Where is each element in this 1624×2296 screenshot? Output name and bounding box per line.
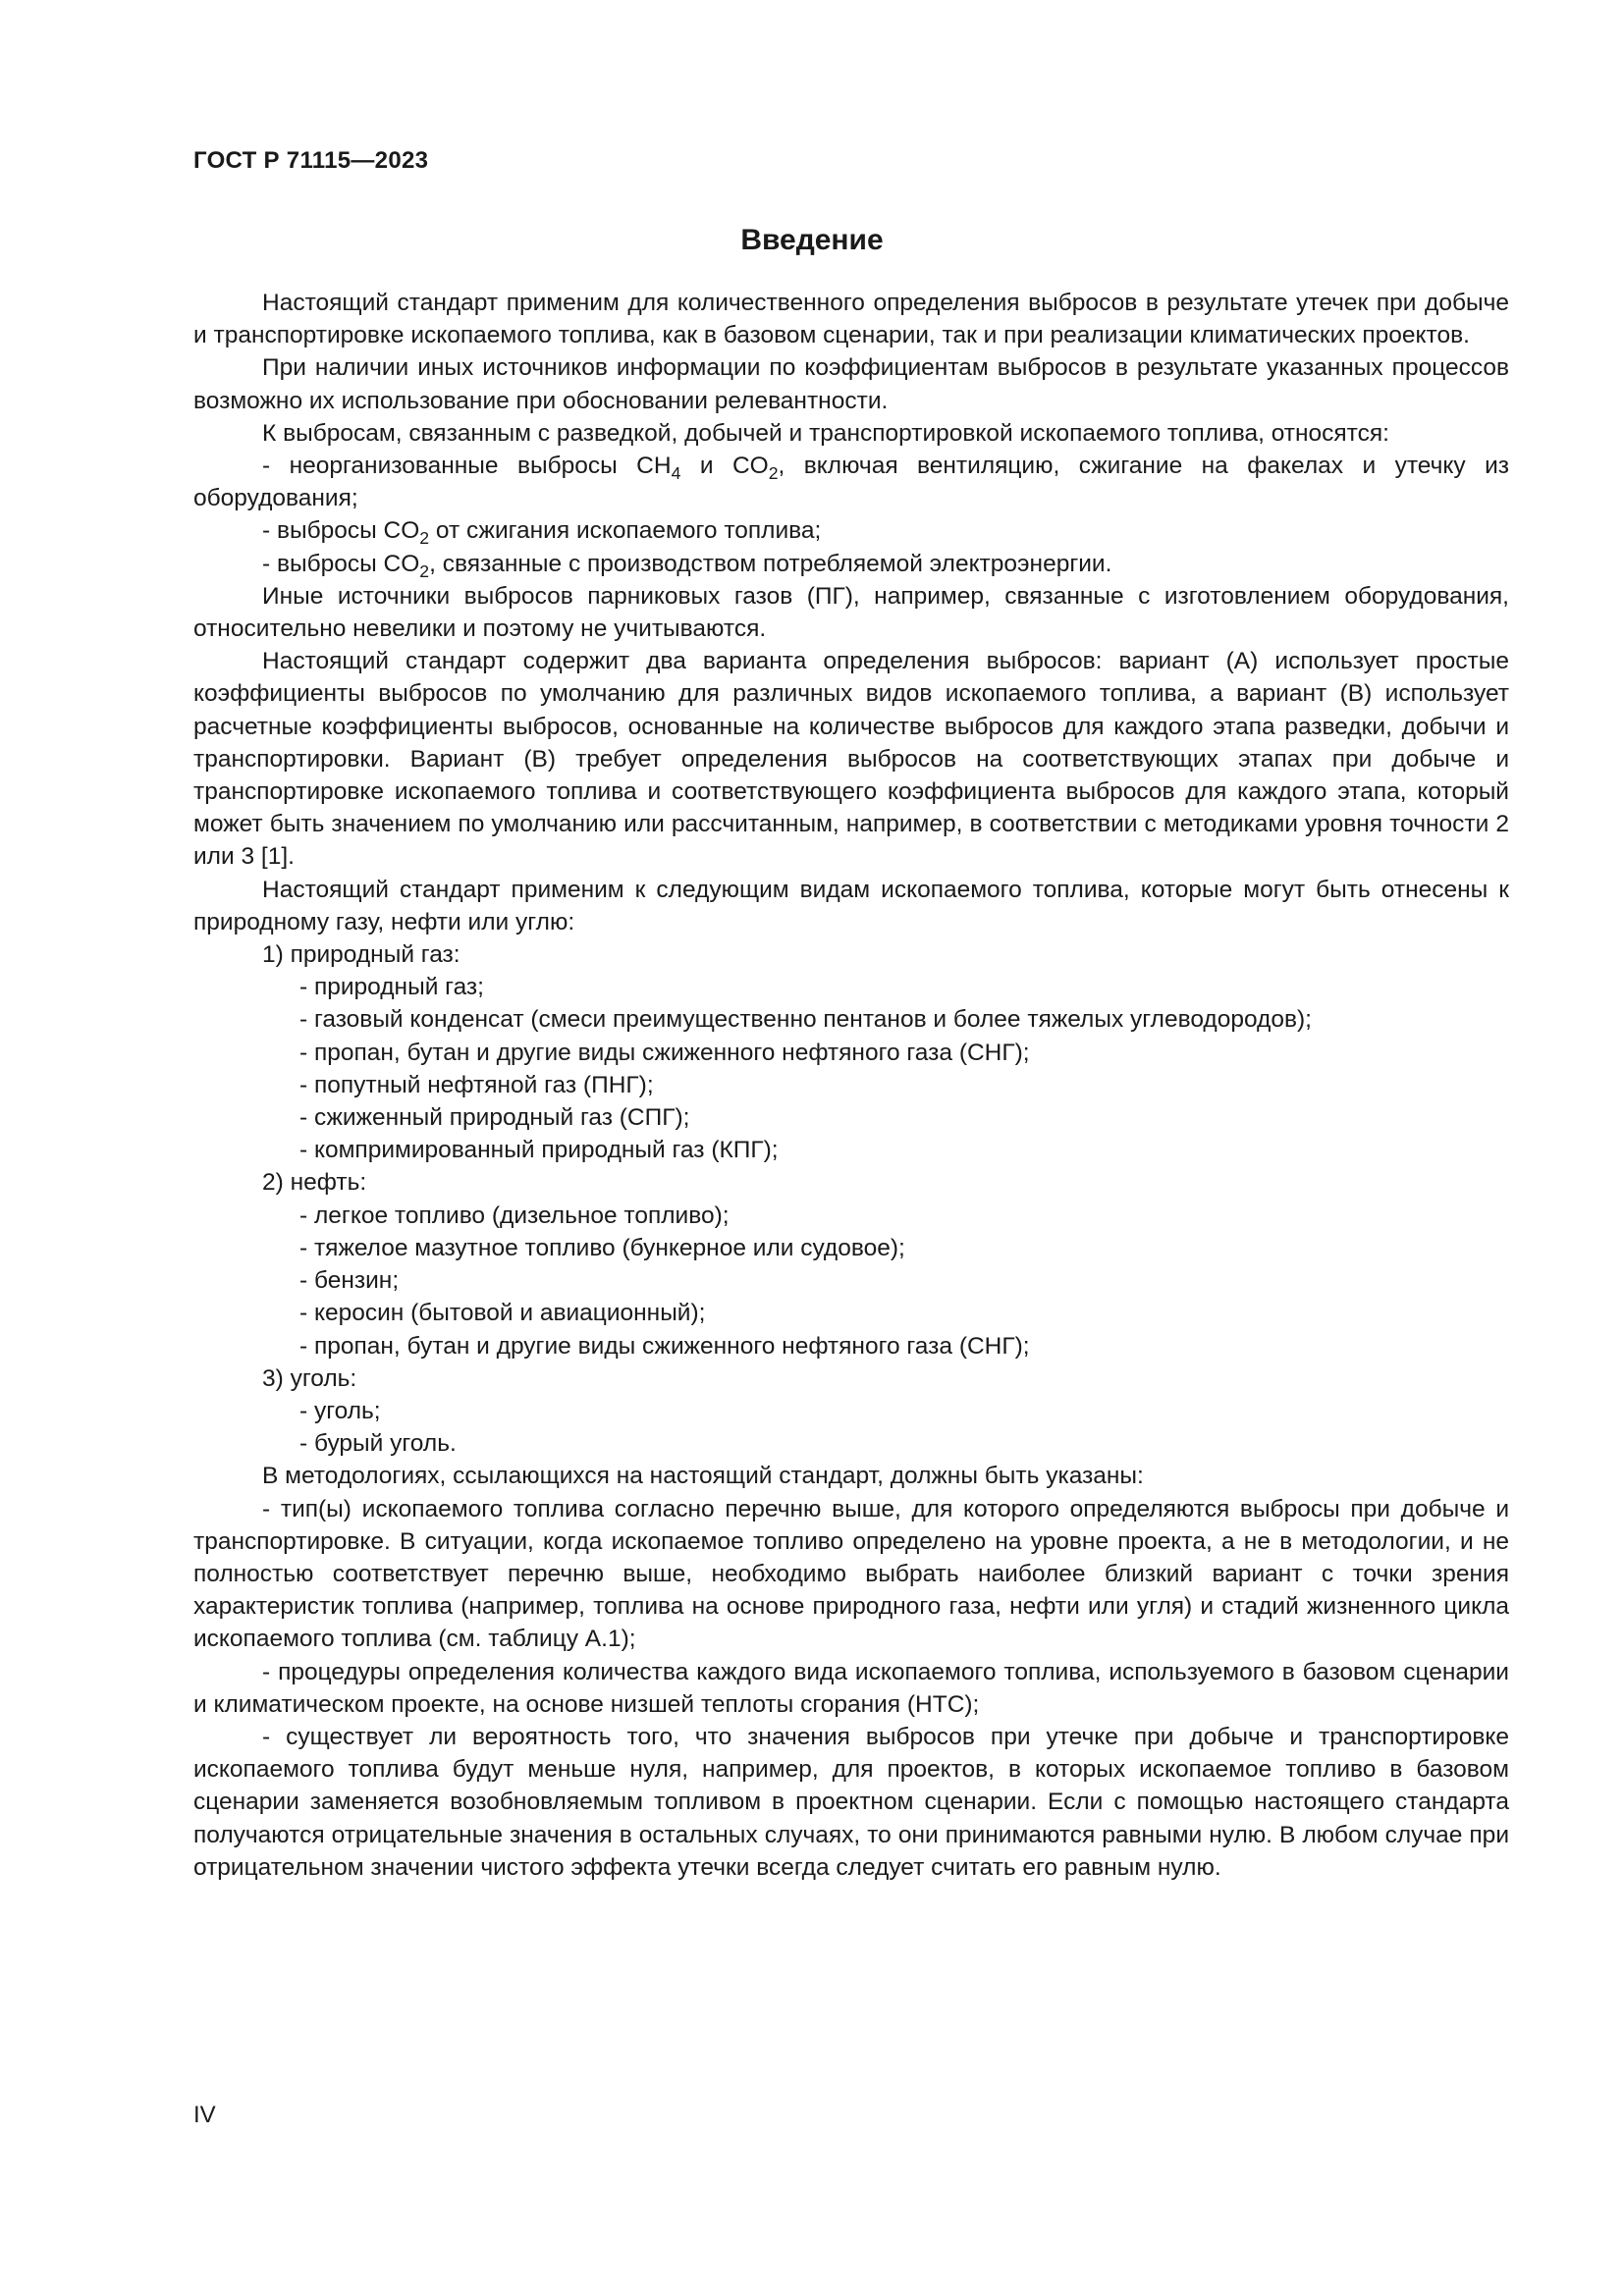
fuel-group-oil	[193, 1166, 1509, 1362]
fuel-group-label: 1) природный газ:	[262, 941, 460, 969]
fuel-list-item: - тяжелое мазутное топливо (бункерное или судовое);	[299, 1234, 905, 1261]
fuel-list-item: - природный газ;	[299, 974, 484, 1001]
paragraph: Настоящий стандарт применим к следующим видам ископаемого топлива, которые могут быть отнесены к природному газу, нефти или углю:	[193, 876, 1509, 935]
fuel-list-item: - бензин;	[299, 1267, 400, 1295]
fuel-group-coal	[193, 1362, 1509, 1461]
fuel-list-item: - сжиженный природный газ (СПГ);	[299, 1104, 690, 1132]
emission-list-item: - неорганизованные выбросы $CH_4$ и $CO_2$, включая вентиляцию, сжигание на факелах и утечку из оборудования;	[193, 453, 1509, 512]
fuel-list-item: - попутный нефтяной газ (ПНГ);	[299, 1071, 654, 1098]
document-body	[193, 287, 1509, 1884]
fuel-list-item: - керосин (бытовой и авиационный);	[299, 1300, 706, 1327]
emission-list-item: - выбросы $CO_2$ от сжигания ископаемого топлива;	[262, 517, 822, 549]
fuel-list-item: - легкое топливо (дизельное топливо);	[299, 1201, 730, 1229]
fuel-list-item: - компримированный природный газ (КПГ);	[299, 1137, 779, 1164]
fuel-group-label: 2) нефть:	[262, 1169, 367, 1197]
fuel-group-label: 3) уголь:	[262, 1364, 357, 1392]
fuel-list-item: - пропан, бутан и другие виды сжиженного нефтяного газа (СНГ);	[299, 1332, 1030, 1360]
standard-code-header: ГОСТ Р 71115—2023	[193, 147, 429, 174]
paragraph: Иные источники выбросов парниковых газов (ПГ), например, связанные с изготовлением оборудования, относительно невелики и поэтому не учитываются.	[193, 582, 1509, 643]
fuel-group-natural-gas	[193, 938, 1509, 1166]
requirement-item: - процедуры определения количества каждого вида ископаемого топлива, используемого в базовом сценарии и климатическом проекте, на основе низшей теплоты сгорания (НТС);	[193, 1658, 1509, 1718]
paragraph: Настоящий стандарт применим для количественного определения выбросов в результате утечек при добыче и транспортировке ископаемого топлива, как в базовом сценарии, так и при реализации климатических проектов.	[193, 290, 1509, 349]
requirement-item: - тип(ы) ископаемого топлива согласно перечню выше, для которого определяются выбросы при добыче и транспортировке. В ситуации, когда ископаемое топливо определено на уровне проекта, а не в методологии, и не полностью соответствует перечню выше, необходимо выбрать наиболее близкий вариант с точки зрения характеристик топлива (например, топлива на основе природного газа, нефти или угля) и стадий жизненного цикла ископаемого топлива (см. таблицу A.1);	[193, 1495, 1509, 1653]
paragraph: К выбросам, связанным с разведкой, добычей и транспортировкой ископаемого топлива, относятся:	[262, 419, 1389, 447]
requirement-item: - существует ли вероятность того, что значения выбросов при утечке при добыче и транспортировке ископаемого топлива будут меньше нуля, например, для проектов, в которых ископаемое топливо в базовом сценарии заменяется возобновляемым топливом в проектном сценарии. Если с помощью настоящего стандарта получаются отрицательные значения в остальных случаях, то они принимаются равными нулю. В любом случае при отрицательном значении чистого эффекта утечки всегда следует считать его равным нулю.	[193, 1723, 1509, 1881]
fuel-list-item: - пропан, бутан и другие виды сжиженного нефтяного газа (СНГ);	[299, 1039, 1030, 1066]
emission-list-item: - выбросы $CO_2$, связанные с производством потребляемой электроэнергии.	[262, 550, 1112, 581]
paragraph: В методологиях, ссылающихся на настоящий стандарт, должны быть указаны:	[262, 1463, 1144, 1490]
fuel-list-item: - уголь;	[299, 1397, 381, 1424]
fuel-list-item: - бурый уголь.	[299, 1430, 457, 1458]
page-number: IV	[193, 2102, 216, 2128]
paragraph: Настоящий стандарт содержит два варианта определения выбросов: вариант (A) использует простые коэффициенты выбросов по умолчанию для различных видов ископаемого топлива, а вариант (B) использует расчетные коэффициенты выбросов, основанные на количестве выбросов для каждого этапа разведки, добычи и транспортировки. Вариант (B) требует определения выбросов на соответствующих этапах при добыче и транспортировке ископаемого топлива и соответствующего коэффициента выбросов для каждого этапа, который может быть значением по умолчанию или рассчитанным, например, в соответствии с методиками уровня точности 2 или 3 [1].	[193, 648, 1509, 871]
section-title: Введение	[740, 224, 884, 256]
fuel-list-item: - газовый конденсат (смеси преимущественно пентанов и более тяжелых углеводородов);	[299, 1006, 1312, 1034]
paragraph: При наличии иных источников информации по коэффициентам выбросов в результате указанных процессов возможно их использование при обосновании релевантности.	[193, 354, 1509, 414]
